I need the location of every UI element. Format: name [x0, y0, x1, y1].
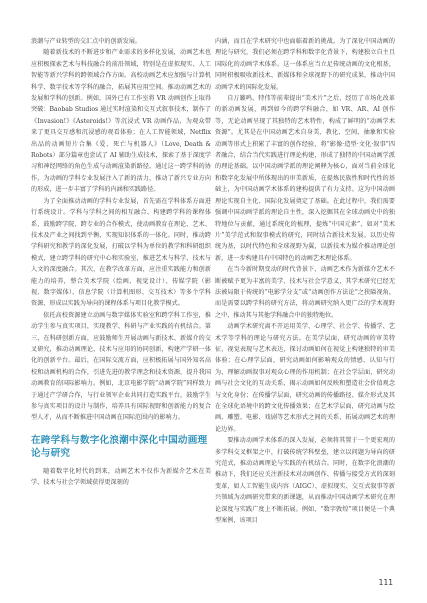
left-paragraph: 依托高校资源建立动画与数字媒体实验室和跨学科工作室，推动学生参与真实项目，实现教学、科研与产业实践的有机结合。第三，在科研创新方面，应鼓励师生开展动画与新技术、新媒介的交叉研究，推动动画理论、技术与应用的协同创新，构建产学研一体化的创新平台。最后，在国际交流方面，应积极拓展与国外知名高校和动画机构的合作，引进先进的教学理念和技术资源，提升我国动画教育的国际影响力。例如，北京电影学院“动画学院”同样致力于通过产学研合作，与行业领军企业共同打造实践平台，鼓励学生参与真实项目的设计与制作，培养具有国际视野和创新能力的复合型人才，从而不断推进中国动画在国际范围内的影响力。	[31, 311, 211, 422]
page-number: 111	[378, 578, 393, 587]
right-column	[215, 36, 395, 526]
section-heading: 在跨学科与数字化浪潮中深化中国动画理论与研究	[31, 434, 208, 459]
right-paragraph: 要推动动画学术体系的深入发展，必须将其置于一个更宏观的多学科交叉框架之中，打破传统学科壁垒，建立以问题为导向的研究范式，推动动画理论与实践的有机结合。同时，在数字化浪潮的推动下，我们还应关注新技术对动画创作、传播与接受方式的深刻变革，如人工智能生成内容（AIGC）、虚拟现实、交互式叙事等新兴领域为动画研究带来的新课题，从而推动中国动画学术研究在理论深度与实践广度上不断拓展。例如，“数字敦煌”项目便是一个典型案例，该项目	[215, 437, 395, 525]
left-paragraph: 随着数字化时代的到来，动画艺术不仅作为新媒介艺术在美学、技术与社会学领域获得更深刻的	[31, 467, 211, 487]
right-paragraph: 动画学术研究离不开运用美学、心理学、社会学、传播学、艺术学等学科的理论与研究方法。在美学层面，研究动画的审美特征、视觉表现与艺术表达，探讨动画如何在视觉上构建独特的审美体验；在心理学层面，研究动画如何影响观众的情感、认知与行为，理解动画叙事对观众心理的作用机制；在社会学层面，研究动画与社会文化的互动关系，揭示动画如何反映和塑造社会价值观念与文化身份；在传播学层面，研究动画的传播路径、媒介形式及其在全球化语境中的跨文化传播效果；在艺术学层面，研究动画与绘画、雕塑、电影、戏剧等艺术形式之间的关系，拓展动画艺术的理论边界。	[215, 323, 395, 433]
left-paragraph: 随着新技术的不断进步和产业需求的多样化发展，动画艺术也应积极探索艺术与科技融合的前沿领域，特别是在虚拟现实、人工智能等新兴学科的跨领域合作方面。高校动画艺术应加强与计算机科学、数字技术等学科的融合，拓展其应用空间。推动动画艺术的发展和学科的创新。例如，国外已有工作室将 VR 动画创作上取得突破：Baobab Studios 通过实时渲染和交互式叙事技术，制作了《Invasion!》《Asteroids!》等沉浸式 VR 动画作品，为观众带来了更具交互感和沉浸感的观看体验；在人工智能领域，Netflix 出品的动画短片合集《爱、死亡与机器人》（Love, Death & Robots）部分篇章也尝试了 AI 辅助生成技术，探索了基于深度学习和神经网络的角色生成与动画渲染新路径。通过这一跨学科的协作，为动画的学科专业发展注入了新的活力，推动了新兴专业方向的形成，进一步丰富了学科的内涵和实践路径。	[31, 49, 211, 194]
right-paragraph: 在当今新时期变动的时代背景下，动画艺术作为新媒介艺术不断被赋予更为丰富的美学、技术与社会学意义，其学术研究已经无法被局限于传统的“电影学分支”或“动画创作方法论”之狭隘视角，而是需要以跨学科的研究方法，将动画研究纳入更广泛的学术视野之中，推动其与其他学科融合中的独特地位。	[215, 266, 395, 319]
left-column	[31, 36, 211, 489]
right-paragraph: 自万籁鸣、特伟等前辈提出“美术片”之后，经历了市场化改革的新动画发展，再到如今的跨学科融合，如 VR、AR、AI 创作等，无论动画呈现了其独特的艺术特性，构成了鲜明的“动画学术资源”。尤其是在中国动画艺术自身美、教化、空间、抽象和实验动画等形式上积累了丰富的创作经验，将“影像·造型·文化·叙事”四者融合，结合当代实践进行理论构建，形成了独特的中国动画学派的理论基础。以中国动画学派的理论阐释为核心，面对当前全球化和数字化发展中所体现出的审美新质，在提炼民族性和时代性的基础上，为中国动画学术体系的建构提供了有力支持。这为中国动画理论实现自主化、国际化发展奠定了基础。在此过程中，我们需要强调中国动画学派的理论自主性，深入挖掘其在全球动画史中的独特地位与贡献，通过系统化的梳理，提炼“中国元素”、如对“美术片”美学范式和叙事模式的研究，同时结合新技术发展。以历史传统为基，以时代特色和全球视野为翼，以新技术为媒介推动理论创新，进一步构建具有中国特色的动画艺术理论体系。	[215, 95, 395, 262]
right-paragraph: 内涵，而且在学术研究中也面临着新的挑战。为了深化中国动画的理论与研究，我们必须在跨学科和数字化背景下，构建独立自主且国际化的动画学术体系。这一体系应当立足传统动画的文化根基，同时积极吸收新技术、新媒体和全球视野下的研究成果，推动中国动画学术的国际化发展。	[215, 38, 395, 91]
left-paragraph: 为了全面推动动画的学科专业发展，首先需在学科体系方面进行系统设计。学科与学科之间的相互融合、构建跨学科的课程体系，鼓励跨学院、跨专业的合作模式，使动画教育在理论、艺术、技术及产业之间找到平衡，实现知识体系的一体化。同时，推动跨学科研究和教学的深化发展，打破以学科为单位的教学和科研组织模式，建立跨学科的研究中心和实验室，推进艺术与科学、技术与人文的深度融合。其次，在教学改革方面，应注重实践能力和创新能力的培养，整合美术学院（绘画、视觉设计）、传媒学院（影视、数字媒体）、信息学院（计算机图形、交互技术）等多个学科资源，形成以实践为导向的课程体系与项目化教学模式。	[31, 197, 211, 308]
left-paragraph: 浪潮与产业转型的交汇点中的创新发展。	[31, 38, 142, 45]
